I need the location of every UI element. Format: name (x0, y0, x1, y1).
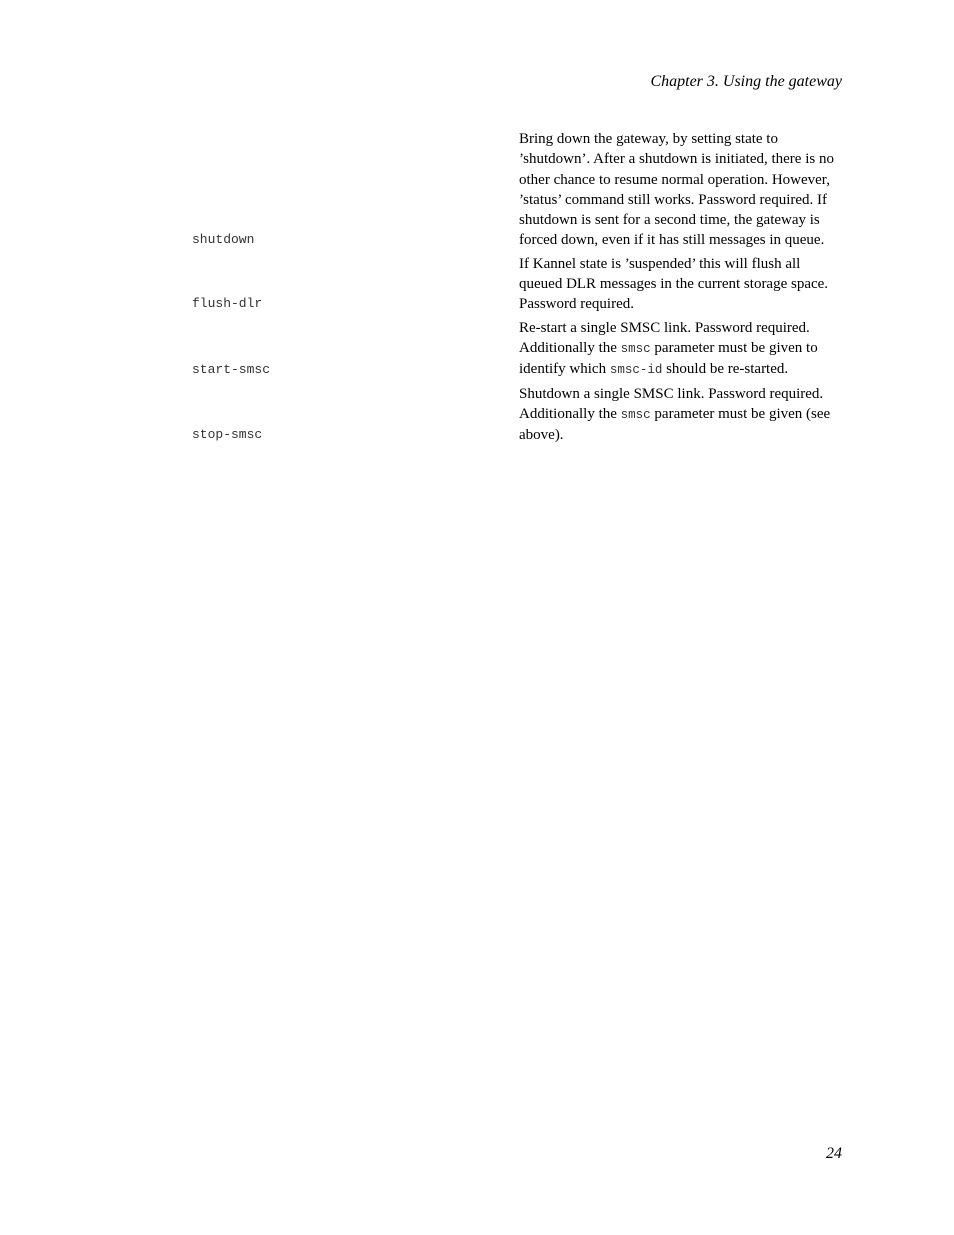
inline-code: smsc (620, 407, 651, 422)
command-description: If Kannel state is ’suspended’ this will flush all queued DLR messages in the current storage space. Password required. (519, 255, 829, 313)
description-text: should be re-started. (662, 361, 789, 378)
command-row-flush-dlr (0, 254, 954, 315)
command-table (0, 129, 954, 448)
description-text: parameter must be given to identify which (519, 339, 818, 378)
command-row-shutdown (0, 129, 954, 251)
running-header: Chapter 3. Using the gateway (650, 73, 842, 90)
inline-code: smsc (620, 341, 651, 356)
command-name: stop-smsc (192, 427, 263, 443)
command-name: shutdown (192, 232, 255, 248)
command-description: Bring down the gateway, by setting state to ’shutdown’. After a shutdown is initiated, there is no other chance to resume normal operation. However, ’status’ command still works. Password required. If shutdown is sent for a second time, the gateway is forced down, even if it has still messages in queue. (519, 131, 834, 249)
command-row-start-smsc (0, 318, 954, 381)
command-description (519, 318, 841, 381)
page-number: 24 (826, 1145, 842, 1162)
description-text: Shutdown a single SMSC link. Password required. Additionally the (519, 385, 824, 422)
description-text: parameter must be given (see above). (519, 405, 831, 444)
inline-code: smsc-id (609, 363, 663, 378)
description-text: Re-start a single SMSC link. Password required. Additionally the (519, 319, 810, 356)
command-name: flush-dlr (192, 296, 263, 312)
command-row-stop-smsc (0, 384, 954, 446)
command-description (519, 384, 841, 446)
command-name: start-smsc (192, 362, 271, 378)
